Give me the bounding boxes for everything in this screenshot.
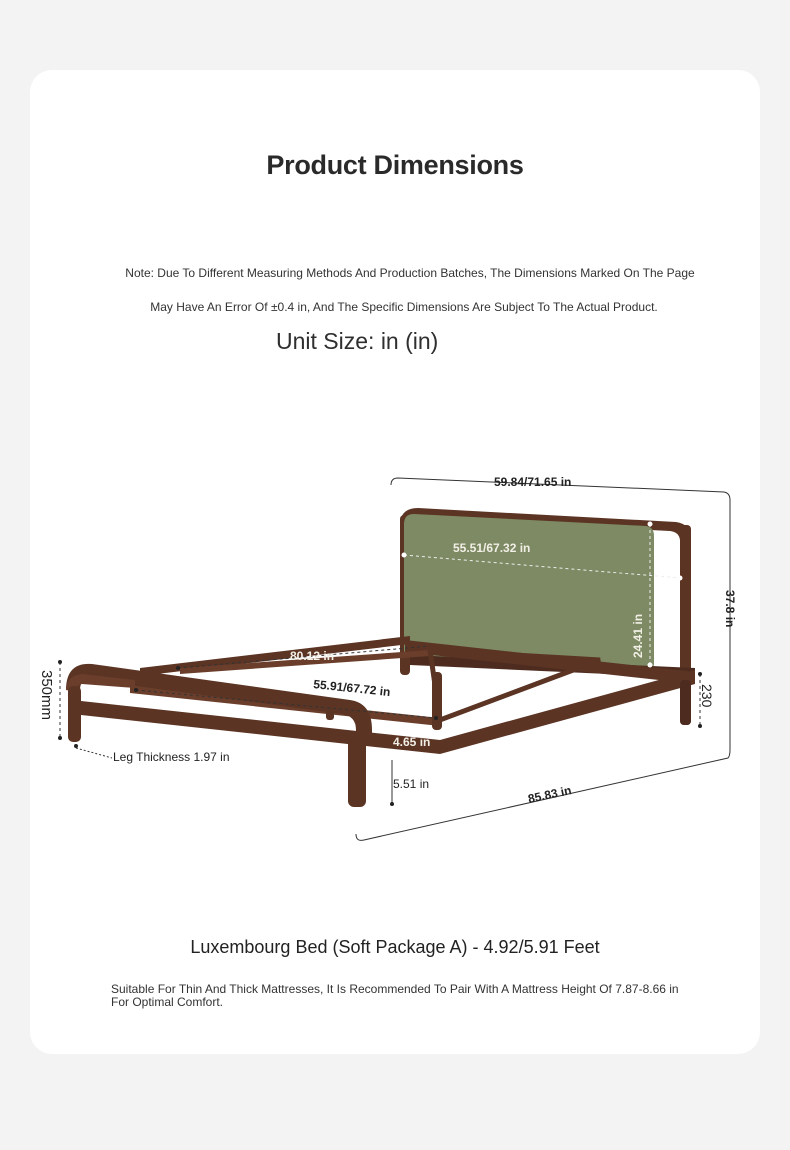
product-name: Luxembourg Bed (Soft Package A) - 4.92/5.91 Feet <box>190 937 600 957</box>
measurement-note-line-1: Note: Due To Different Measuring Methods And Production Batches, The Dimensions Marked On The Page <box>125 266 695 280</box>
page-title: Product Dimensions <box>266 150 524 180</box>
leg-height-label: 5.51 in <box>393 777 430 791</box>
inner-length-label: 80.12 in <box>290 649 335 663</box>
rail-height-label: 350mm <box>38 670 55 721</box>
side-height-label: 230 <box>699 684 715 708</box>
overall-width-label: 59.84/71.65 in <box>494 475 572 489</box>
inner-width-label: 55.91/67.72 in <box>312 677 392 700</box>
product-description: Suitable For Thin And Thick Mattresses, It Is Recommended To Pair With A Mattress Height Of 7.87-8.66 in For Optimal Comfort. <box>111 982 679 1009</box>
unit-size-label: Unit Size: in (in) <box>276 328 439 354</box>
overall-length-label: 85.83 in <box>526 783 573 806</box>
measurement-note-line-2: May Have An Error Of ±0.4 in, And The Specific Dimensions Are Subject To The Actual Product. <box>150 300 658 314</box>
headboard-height-label: 24.41 in <box>631 613 645 658</box>
leg-thickness-label: Leg Thickness 1.97 in <box>113 750 230 764</box>
headboard-width-label: 55.51/67.32 in <box>453 541 531 555</box>
rail-depth-label: 4.65 in <box>393 735 431 749</box>
total-height-label: 37.8 in <box>723 590 737 628</box>
